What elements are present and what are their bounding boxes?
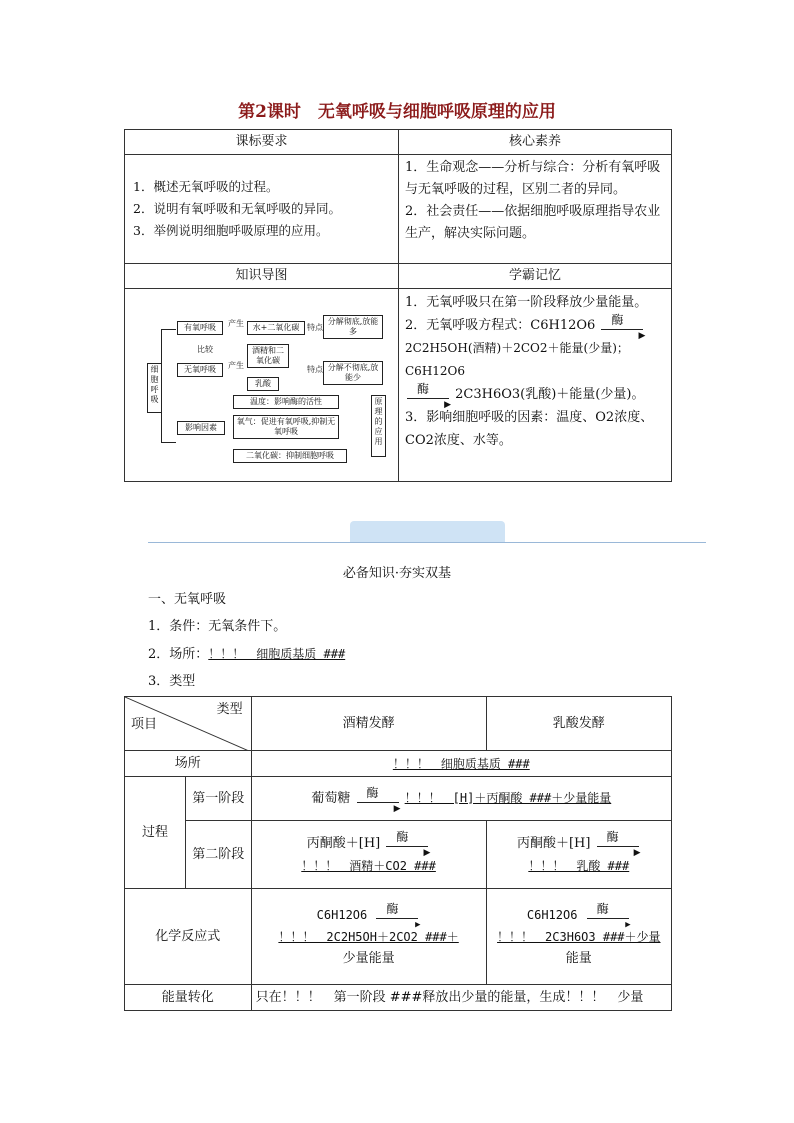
memory-cell: [399, 289, 672, 482]
map-feature1: 特点: [307, 323, 323, 332]
map-bracket: [161, 329, 176, 443]
stage-1: 第一阶段: [186, 777, 252, 821]
memory-item-2c: 酶 ▶ 2C3H6O3(乳酸)＋能量(少量)。: [405, 383, 665, 406]
req-item: 3．举例说明细胞呼吸原理的应用。: [133, 223, 329, 238]
map-application: 原理的应用: [371, 395, 386, 457]
col-lactic: 乳酸发酵: [486, 697, 671, 751]
enzyme-arrow-icon: 酶 ▶: [374, 908, 420, 922]
map-factor-co2: 二氧化碳：抑制细胞呼吸: [233, 449, 347, 463]
core-item: 2．社会责任——依据细胞呼吸原理指导农业生产，解决实际问题。: [405, 204, 661, 241]
row-process: 过程: [125, 777, 186, 889]
stage-2: 第二阶段: [186, 821, 252, 889]
header-literacy: 核心素养: [399, 130, 672, 155]
map-feature2: 特点: [307, 365, 323, 374]
map-product3: 乳酸: [247, 377, 279, 391]
stage-1-content: 葡萄糖 酶 ▶ ！！！ [H]＋丙酮酸 ###＋少量能量: [251, 777, 671, 821]
map-anaerobic: 无氧呼吸: [177, 363, 223, 377]
section-tab: [350, 521, 505, 542]
requirements-cell: [125, 155, 399, 264]
map-product2: 酒精和二氧化碳: [247, 344, 289, 368]
map-aerobic: 有氧呼吸: [177, 321, 223, 335]
enzyme-arrow-icon: 酶 ▶: [599, 319, 645, 333]
place-value: ！！！ 细胞质基质 ###: [251, 751, 671, 777]
map-produce2: 产生: [228, 361, 244, 370]
enzyme-arrow-icon: 酶 ▶: [595, 836, 641, 850]
memory-item-2b: 2C2H5OH(酒精)＋2CO2＋能量(少量)；C6H12O6: [405, 341, 629, 378]
memory-item-3: 3．影响细胞呼吸的因素：温度、O2浓度、CO2浓度、水等。: [405, 410, 654, 448]
req-item: 1．概述无氧呼吸的过程。: [133, 179, 279, 194]
energy-value: 只在！！！ 第一阶段 ###释放出少量的能量，生成！！！ 少量: [251, 985, 671, 1011]
stage-2-alcohol: 丙酮酸＋[H] 酶 ▶ ！！！ 酒精＋CO2 ###: [251, 821, 486, 889]
enzyme-arrow-icon: 酶 ▶: [355, 792, 401, 806]
heading-anaerobic: 一、无氧呼吸: [148, 592, 227, 607]
row-place: 场所: [125, 751, 252, 777]
map-factors: 影响因素: [177, 421, 225, 435]
literacy-cell: [399, 155, 672, 264]
enzyme-arrow-icon: 酶 ▶: [384, 836, 430, 850]
location-line: 2．场所：！！！ 细胞质基质 ###: [148, 647, 346, 662]
stage-2-lactic: 丙酮酸＋[H] 酶 ▶ ！！！ 乳酸 ###: [486, 821, 671, 889]
enzyme-arrow-icon: 酶 ▶: [585, 908, 631, 922]
req-item: 2．说明有氧呼吸和无氧呼吸的异同。: [133, 201, 341, 216]
equation-alcohol: C6H12O6 酶 ▶ ！！！ 2C2H5OH＋2CO2 ###＋ 少量能量: [251, 889, 486, 985]
types-heading: 3．类型: [148, 674, 196, 689]
map-feat-ana: 分解不彻底,放能少: [323, 361, 383, 385]
enzyme-arrow-icon: 酶 ▶: [405, 388, 451, 402]
mind-map: [125, 289, 390, 481]
map-product1: 水+二氧化碳: [247, 321, 305, 335]
map-factor-temp: 温度：影响酶的活性: [233, 395, 339, 409]
header-requirements: 课标要求: [125, 130, 399, 155]
core-item: 1．生命观念——分析与综合：分析有氧呼吸与无氧呼吸的过程，区别二者的异同。: [405, 160, 661, 197]
row-equation: 化学反应式: [125, 889, 252, 985]
objectives-table: [124, 129, 672, 482]
map-produce1: 产生: [228, 319, 244, 328]
map-factor-oxygen: 氧气：促进有氧呼吸,抑制无氧呼吸: [233, 415, 339, 439]
page-title: 第2课时 无氧呼吸与细胞呼吸原理的应用: [238, 102, 556, 122]
memory-item-1: 1．无氧呼吸只在第一阶段释放少量能量。: [405, 295, 648, 310]
header-memory: 学霸记忆: [399, 264, 672, 289]
map-compare: 比较: [197, 345, 213, 354]
section-divider: [148, 542, 706, 543]
corner-cell: 类型 项目: [125, 697, 252, 751]
condition-line: 1．条件：无氧条件下。: [148, 619, 287, 634]
equation-lactic: C6H12O6 酶 ▶ ！！！ 2C3H6O3 ###＋少量 能量: [486, 889, 671, 985]
fermentation-table: [124, 696, 672, 1011]
col-alcohol: 酒精发酵: [251, 697, 486, 751]
row-energy: 能量转化: [125, 985, 252, 1011]
location-answer: ！！！ 细胞质基质 ###: [208, 647, 346, 661]
map-feat-aer: 分解彻底,放能多: [323, 315, 383, 339]
section-heading: 必备知识·夯实双基: [342, 566, 452, 581]
header-mindmap: 知识导图: [125, 264, 399, 289]
mindmap-cell: [125, 289, 399, 482]
map-root: 细胞呼吸: [147, 363, 162, 413]
memory-item-2: 2．无氧呼吸方程式：C6H12O6 酶 ▶: [405, 312, 646, 341]
